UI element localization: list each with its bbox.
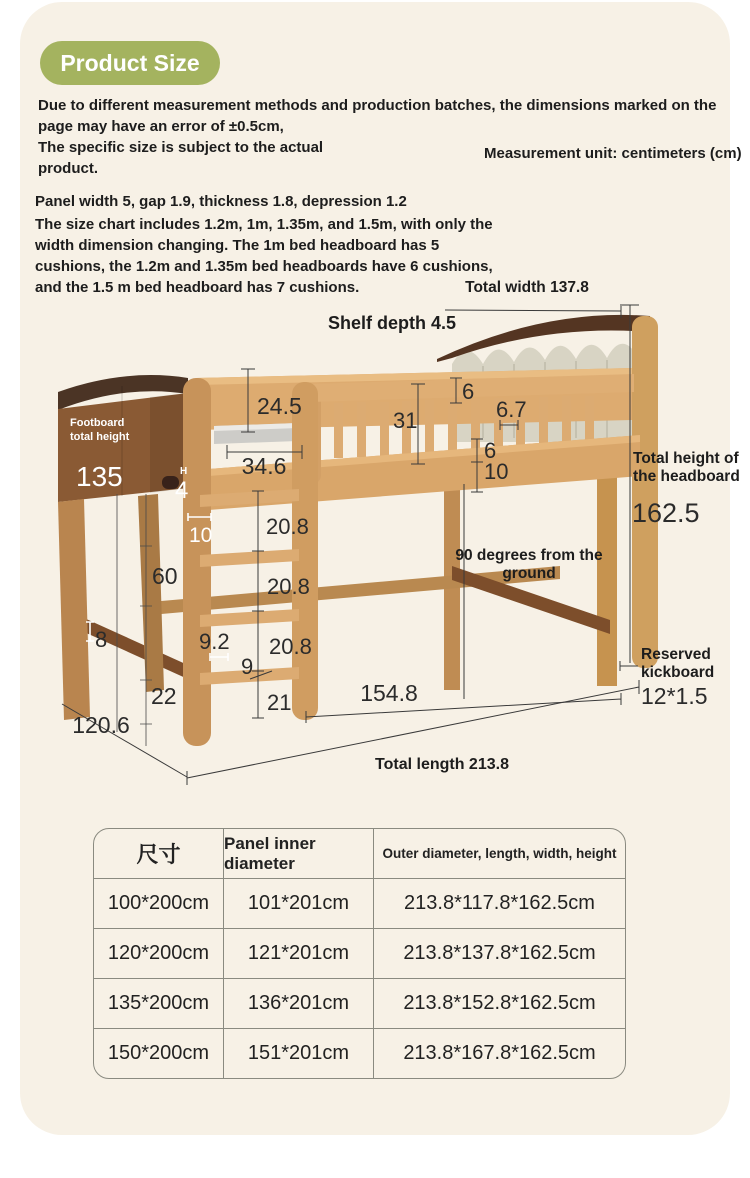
size-table [93,828,626,1079]
dim-162-5: 162.5 [632,498,700,528]
table-cell: 150*200cm [94,1028,223,1078]
dim-20-8-b: 20.8 [267,574,310,599]
dim-4: 4 [175,477,189,504]
headboard-near-leg [597,448,617,686]
dim-10-white: 10 [189,524,213,547]
dim-h-mark: H [180,466,188,477]
kickboard-label2: kickboard [641,664,715,681]
panel-spec-note: Panel width 5, gap 1.9, thickness 1.8, depression 1.2 [35,193,407,210]
dim-8: 8 [95,627,108,652]
total-width-label: Total width 137.8 [465,280,589,296]
footboard-front-leg [58,499,90,720]
footboard-label-line2: total height [70,431,130,443]
headboard-height-label1: Total height of [633,450,739,467]
dim-9: 9 [241,654,254,679]
actual-size-note: The specific size is subject to the actual product. [38,139,324,177]
tolerance-note: Due to different measurement methods and production batches, the dimensions marked on the page may have an error of ±0.5cm, [38,97,717,135]
kickboard-label1: Reserved [641,646,711,663]
product-size-badge-label: Product Size [60,49,200,76]
table-cell: 213.8*167.8*162.5cm [373,1028,625,1078]
footboard-back-leg [138,494,164,692]
dim-6-mid: 6 [484,438,497,463]
dim-31: 31 [393,408,418,433]
bed-dimension-diagram [0,280,750,800]
table-cell: 136*201cm [223,978,373,1028]
table-cell: 101*201cm [223,878,373,928]
table-cell: 120*200cm [94,928,223,978]
measurement-unit-note: Measurement unit: centimeters (cm) [484,145,742,162]
table-cell: 151*201cm [223,1028,373,1078]
size-chart-note: The size chart includes 1.2m, 1m, 1.35m, and 1.5m, with only the width dimension changing. The 1m bed headboard has 5 cushions, the 1.2m and 1.35m bed headboards have 6 cushions, and the 1.5 m bed headboard has 7 cushions. [35,216,493,296]
product-size-badge [40,41,220,85]
table-cell: 100*200cm [94,878,223,928]
table-cell: 135*200cm [94,978,223,1028]
loft-bed-illustration [58,315,658,746]
total-length-label: Total length 213.8 [375,756,509,773]
headboard-height-label2: the headboard [633,468,740,485]
headboard-post [632,316,658,668]
mid-leg [444,490,460,690]
footboard-label-line1: Footboard [70,417,125,429]
dim-6-top: 6 [462,379,475,404]
dim-24-5: 24.5 [257,393,302,419]
table-cell: 213.8*117.8*162.5cm [373,878,625,928]
table-cell: 121*201cm [223,928,373,978]
table-cell: 213.8*152.8*162.5cm [373,978,625,1028]
table-header-inner: Panel inner diameter [223,829,373,878]
dim-34-6: 34.6 [241,453,287,479]
dim-135: 135 [76,461,123,492]
table-header-outer: Outer diameter, length, width, height [373,829,625,878]
angle-note-line1: 90 degrees from the [455,547,603,564]
dim-21: 21 [267,690,292,715]
dim-60: 60 [152,563,178,589]
dim-10-mid: 10 [484,459,509,484]
dim-22: 22 [151,683,177,709]
angle-note-line2: ground [502,565,556,582]
dim-154-8: 154.8 [360,680,418,706]
dim-20-8-c: 20.8 [269,634,312,659]
dim-20-8-a: 20.8 [266,514,309,539]
table-cell: 213.8*137.8*162.5cm [373,928,625,978]
table-header-size: 尺寸 [136,842,181,867]
dim-12x1-5: 12*1.5 [641,683,708,709]
shelf-depth-label: Shelf depth 4.5 [327,313,456,333]
dim-6-7: 6.7 [496,397,527,422]
dim-120-6: 120.6 [72,712,130,738]
dim-9-2: 9.2 [199,629,230,654]
